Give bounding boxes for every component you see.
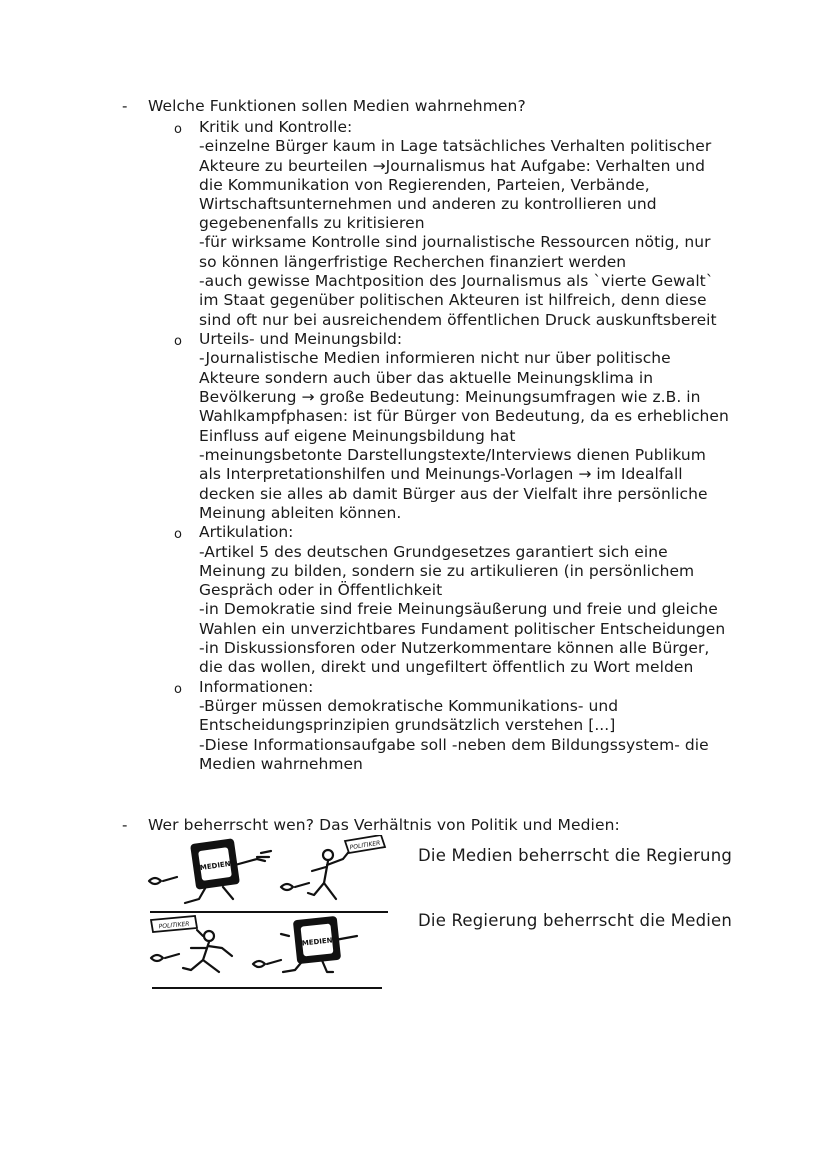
item-3-line: Meinung zu bilden, sondern sie zu artikulieren (in persönlichem: [199, 562, 695, 580]
item-1-line: gegebenenfalls zu kritisieren: [199, 214, 425, 232]
item-3-line: -in Demokratie sind freie Meinungsäußerung und freie und gleiche: [199, 600, 718, 618]
item-1-line: die Kommunikation von Regierenden, Parteien, Verbände,: [199, 176, 650, 194]
caption-1: Die Medien beherrscht die Regierung: [418, 846, 733, 865]
item-3-marker: o: [174, 527, 182, 542]
item-1-line: im Staat gegenüber politischen Akteuren ist hilfreich, denn diese: [199, 291, 707, 309]
item-4-line: Medien wahrnehmen: [199, 755, 363, 773]
item-4-marker: o: [174, 682, 182, 697]
item-1-title: Kritik und Kontrolle:: [199, 118, 353, 136]
item-2-line: Bevölkerung → große Bedeutung: Meinungsumfragen wie z.B. in: [199, 388, 701, 406]
item-1-line: Akteure zu beurteilen →Journalismus hat Aufgabe: Verhalten und: [199, 157, 706, 175]
section1-bullet: -: [122, 97, 128, 115]
item-4-line: Entscheidungsprinzipien grundsätzlich verstehen [...]: [199, 716, 616, 734]
section1-question: Welche Funktionen sollen Medien wahrnehmen?: [148, 97, 526, 115]
cartoon-divider: [152, 987, 382, 989]
item-4-title: Informationen:: [199, 678, 314, 696]
item-2-line: -meinungsbetonte Darstellungstexte/Interviews dienen Publikum: [199, 446, 706, 464]
item-1-line: -auch gewisse Machtposition des Journalismus als `vierte Gewalt`: [199, 272, 714, 290]
item-1-line: sind oft nur bei ausreichendem öffentlichen Druck auskunftsbereit: [199, 311, 717, 329]
item-2-line: Wahlkampfphasen: ist für Bürger von Bedeutung, da es erheblichen: [199, 407, 729, 425]
item-2-title: Urteils- und Meinungsbild:: [199, 330, 403, 348]
item-2-marker: o: [174, 334, 182, 349]
dust-cloud: [281, 884, 293, 890]
item-2-line: Einfluss auf eigene Meinungsbildung hat: [199, 427, 516, 445]
item-3-line: Gespräch oder in Öffentlichkeit: [199, 581, 443, 599]
item-3-title: Artikulation:: [199, 523, 294, 541]
section2-bullet: -: [122, 816, 128, 834]
item-2-line: als Interpretationshilfen und Meinungs-Vorlagen → im Idealfall: [199, 465, 683, 483]
item-3-line: Wahlen ein unverzichtbares Fundament politischer Entscheidungen: [199, 620, 726, 638]
item-1-line: -für wirksame Kontrolle sind journalistische Ressourcen nötig, nur: [199, 233, 711, 251]
item-1-line: so können längerfristige Recherchen finanziert werden: [199, 253, 627, 271]
item-2-line: Akteure sondern auch über das aktuelle Meinungsklima in: [199, 369, 654, 387]
dust-cloud: [151, 955, 163, 961]
item-3-line: -Artikel 5 des deutschen Grundgesetzes garantiert sich eine: [199, 543, 668, 561]
cartoon-media-chases-politician: [145, 835, 395, 915]
item-4-line: -Bürger müssen demokratische Kommunikations- und: [199, 697, 619, 715]
item-2-line: Meinung ableiten können.: [199, 504, 402, 522]
tv-label: MEDIEN: [199, 859, 232, 873]
cartoon-politician-chases-media: [145, 914, 395, 986]
dust-cloud: [253, 961, 265, 967]
caption-2: Die Regierung beherrscht die Medien: [418, 911, 733, 930]
sign-label: POLITIKER: [158, 920, 190, 931]
item-1-line: -einzelne Bürger kaum in Lage tatsächliches Verhalten politischer: [199, 137, 712, 155]
item-2-line: decken sie alles ab damit Bürger aus der Vielfalt ihre persönliche: [199, 485, 708, 503]
item-1-marker: o: [174, 122, 182, 137]
item-3-line: -in Diskussionsforen oder Nutzerkommentare können alle Bürger,: [199, 639, 710, 657]
tv-label: MEDIEN: [301, 936, 333, 948]
dust-cloud: [149, 878, 161, 884]
sign-label: POLITIKER: [349, 839, 381, 852]
item-4-line: -Diese Informationsaufgabe soll -neben dem Bildungssystem- die: [199, 736, 709, 754]
item-1-line: Wirtschaftsunternehmen und anderen zu kontrollieren und: [199, 195, 657, 213]
cartoon-divider: [150, 911, 388, 913]
section2-question: Wer beherrscht wen? Das Verhältnis von Politik und Medien:: [148, 816, 620, 834]
item-2-line: -Journalistische Medien informieren nicht nur über politische: [199, 349, 671, 367]
item-3-line: die das wollen, direkt und ungefiltert öffentlich zu Wort melden: [199, 658, 694, 676]
